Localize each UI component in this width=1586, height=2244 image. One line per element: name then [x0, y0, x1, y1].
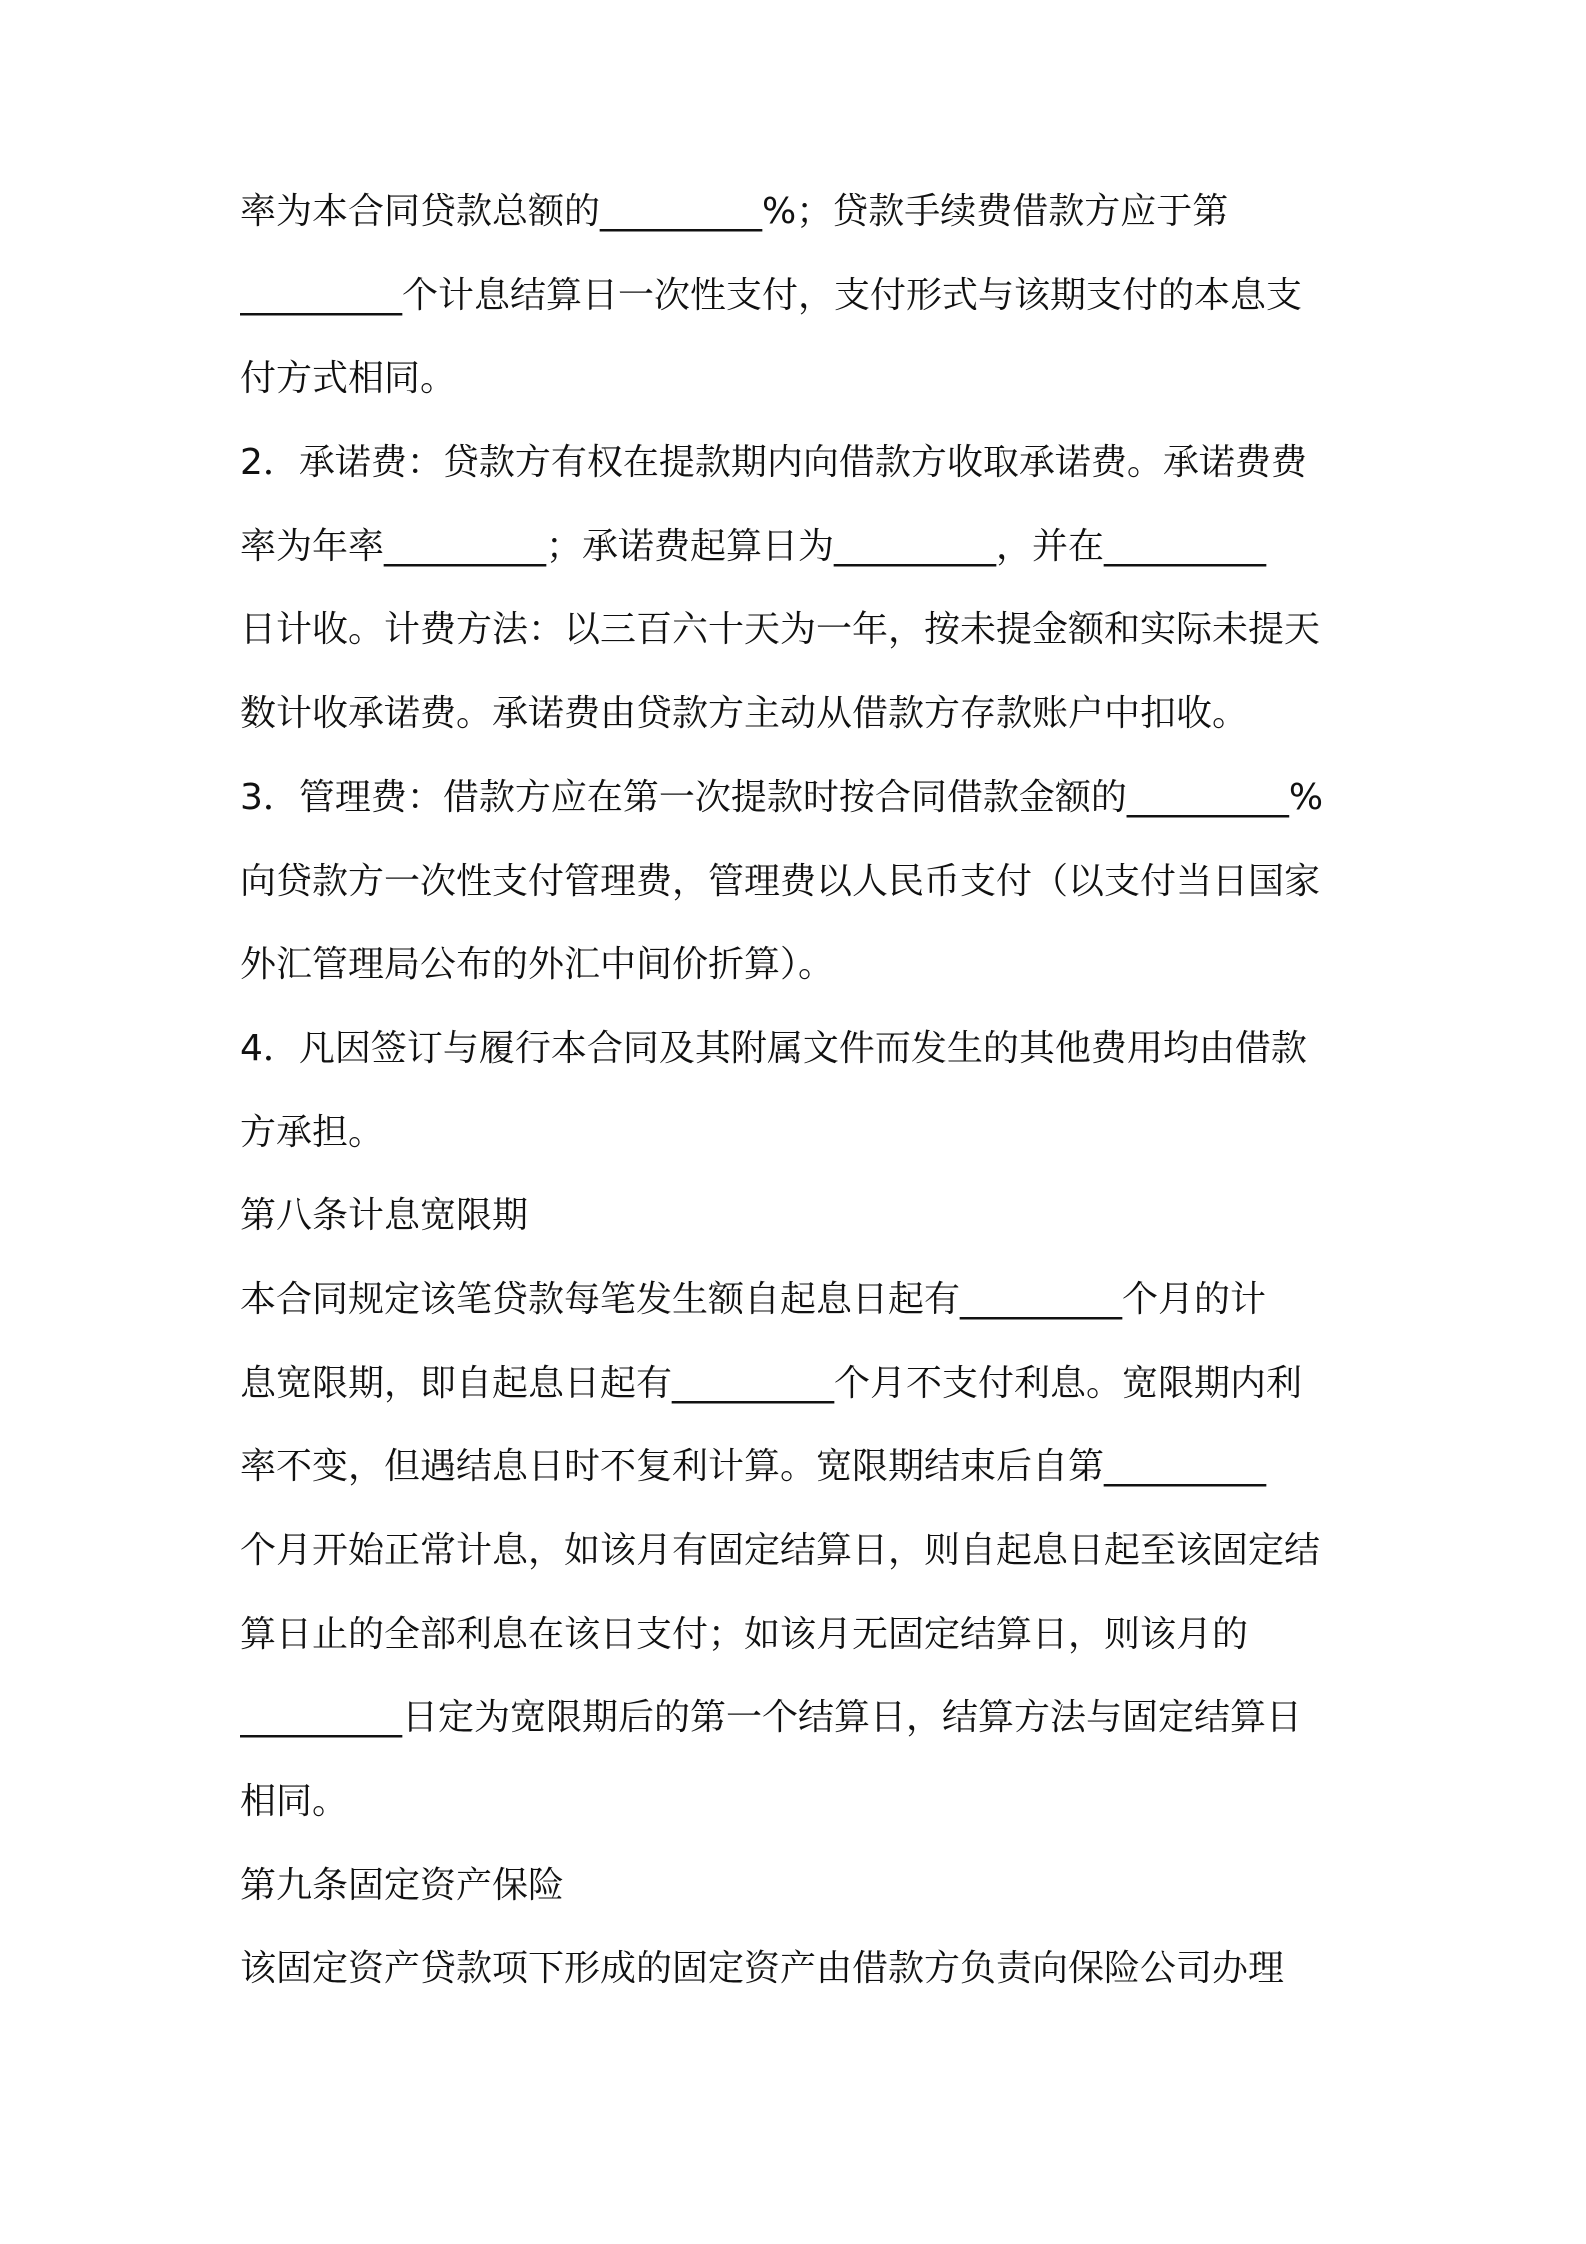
- text-line: 外汇管理局公布的外汇中间价折算）。: [240, 944, 835, 986]
- text-line: _________个计息结算日一次性支付，支付形式与该期支付的本息支: [240, 274, 1303, 316]
- section-heading: 第九条固定资产保险: [240, 1864, 565, 1906]
- text-line: 算日止的全部利息在该日支付；如该月无固定结算日，则该月的: [240, 1613, 1249, 1655]
- text-line: _________日定为宽限期后的第一个结算日，结算方法与固定结算日: [240, 1697, 1303, 1739]
- text-line: 该固定资产贷款项下形成的固定资产由借款方负责向保险公司办理: [240, 1948, 1285, 1990]
- text-line: 3．管理费：借款方应在第一次提款时按合同借款金额的_________%: [240, 776, 1324, 818]
- contract-text: [240, 170, 1360, 2011]
- text-line: 方承担。: [240, 1111, 385, 1153]
- text-line: 息宽限期，即自起息日起有_________个月不支付利息。宽限期内利: [240, 1362, 1303, 1404]
- text-line: 率为本合同贷款总额的_________%；贷款手续费借款方应于第: [240, 191, 1229, 232]
- text-line: 付方式相同。: [240, 358, 457, 400]
- text-line: 相同。: [240, 1781, 349, 1823]
- text-line: 率为年率_________；承诺费起算日为_________，并在_________: [240, 525, 1267, 567]
- text-line: 2．承诺费：贷款方有权在提款期内向借款方收取承诺费。承诺费费: [240, 442, 1307, 484]
- text-line: 4．凡因签订与履行本合同及其附属文件而发生的其他费用均由借款: [240, 1027, 1307, 1069]
- section-heading: 第八条计息宽限期: [240, 1195, 529, 1237]
- text-line: 日计收。计费方法：以三百六十天为一年，按未提金额和实际未提天: [240, 609, 1321, 651]
- text-line: 个月开始正常计息，如该月有固定结算日，则自起息日起至该固定结: [240, 1530, 1321, 1571]
- text-line: 向贷款方一次性支付管理费，管理费以人民币支付（以支付当日国家: [240, 860, 1321, 902]
- text-line: 本合同规定该笔贷款每笔发生额自起息日起有_________个月的计: [240, 1278, 1267, 1320]
- text-line: 数计收承诺费。承诺费由贷款方主动从借款方存款账户中扣收。: [240, 693, 1249, 735]
- text-line: 率不变，但遇结息日时不复利计算。宽限期结束后自第_________: [240, 1446, 1267, 1488]
